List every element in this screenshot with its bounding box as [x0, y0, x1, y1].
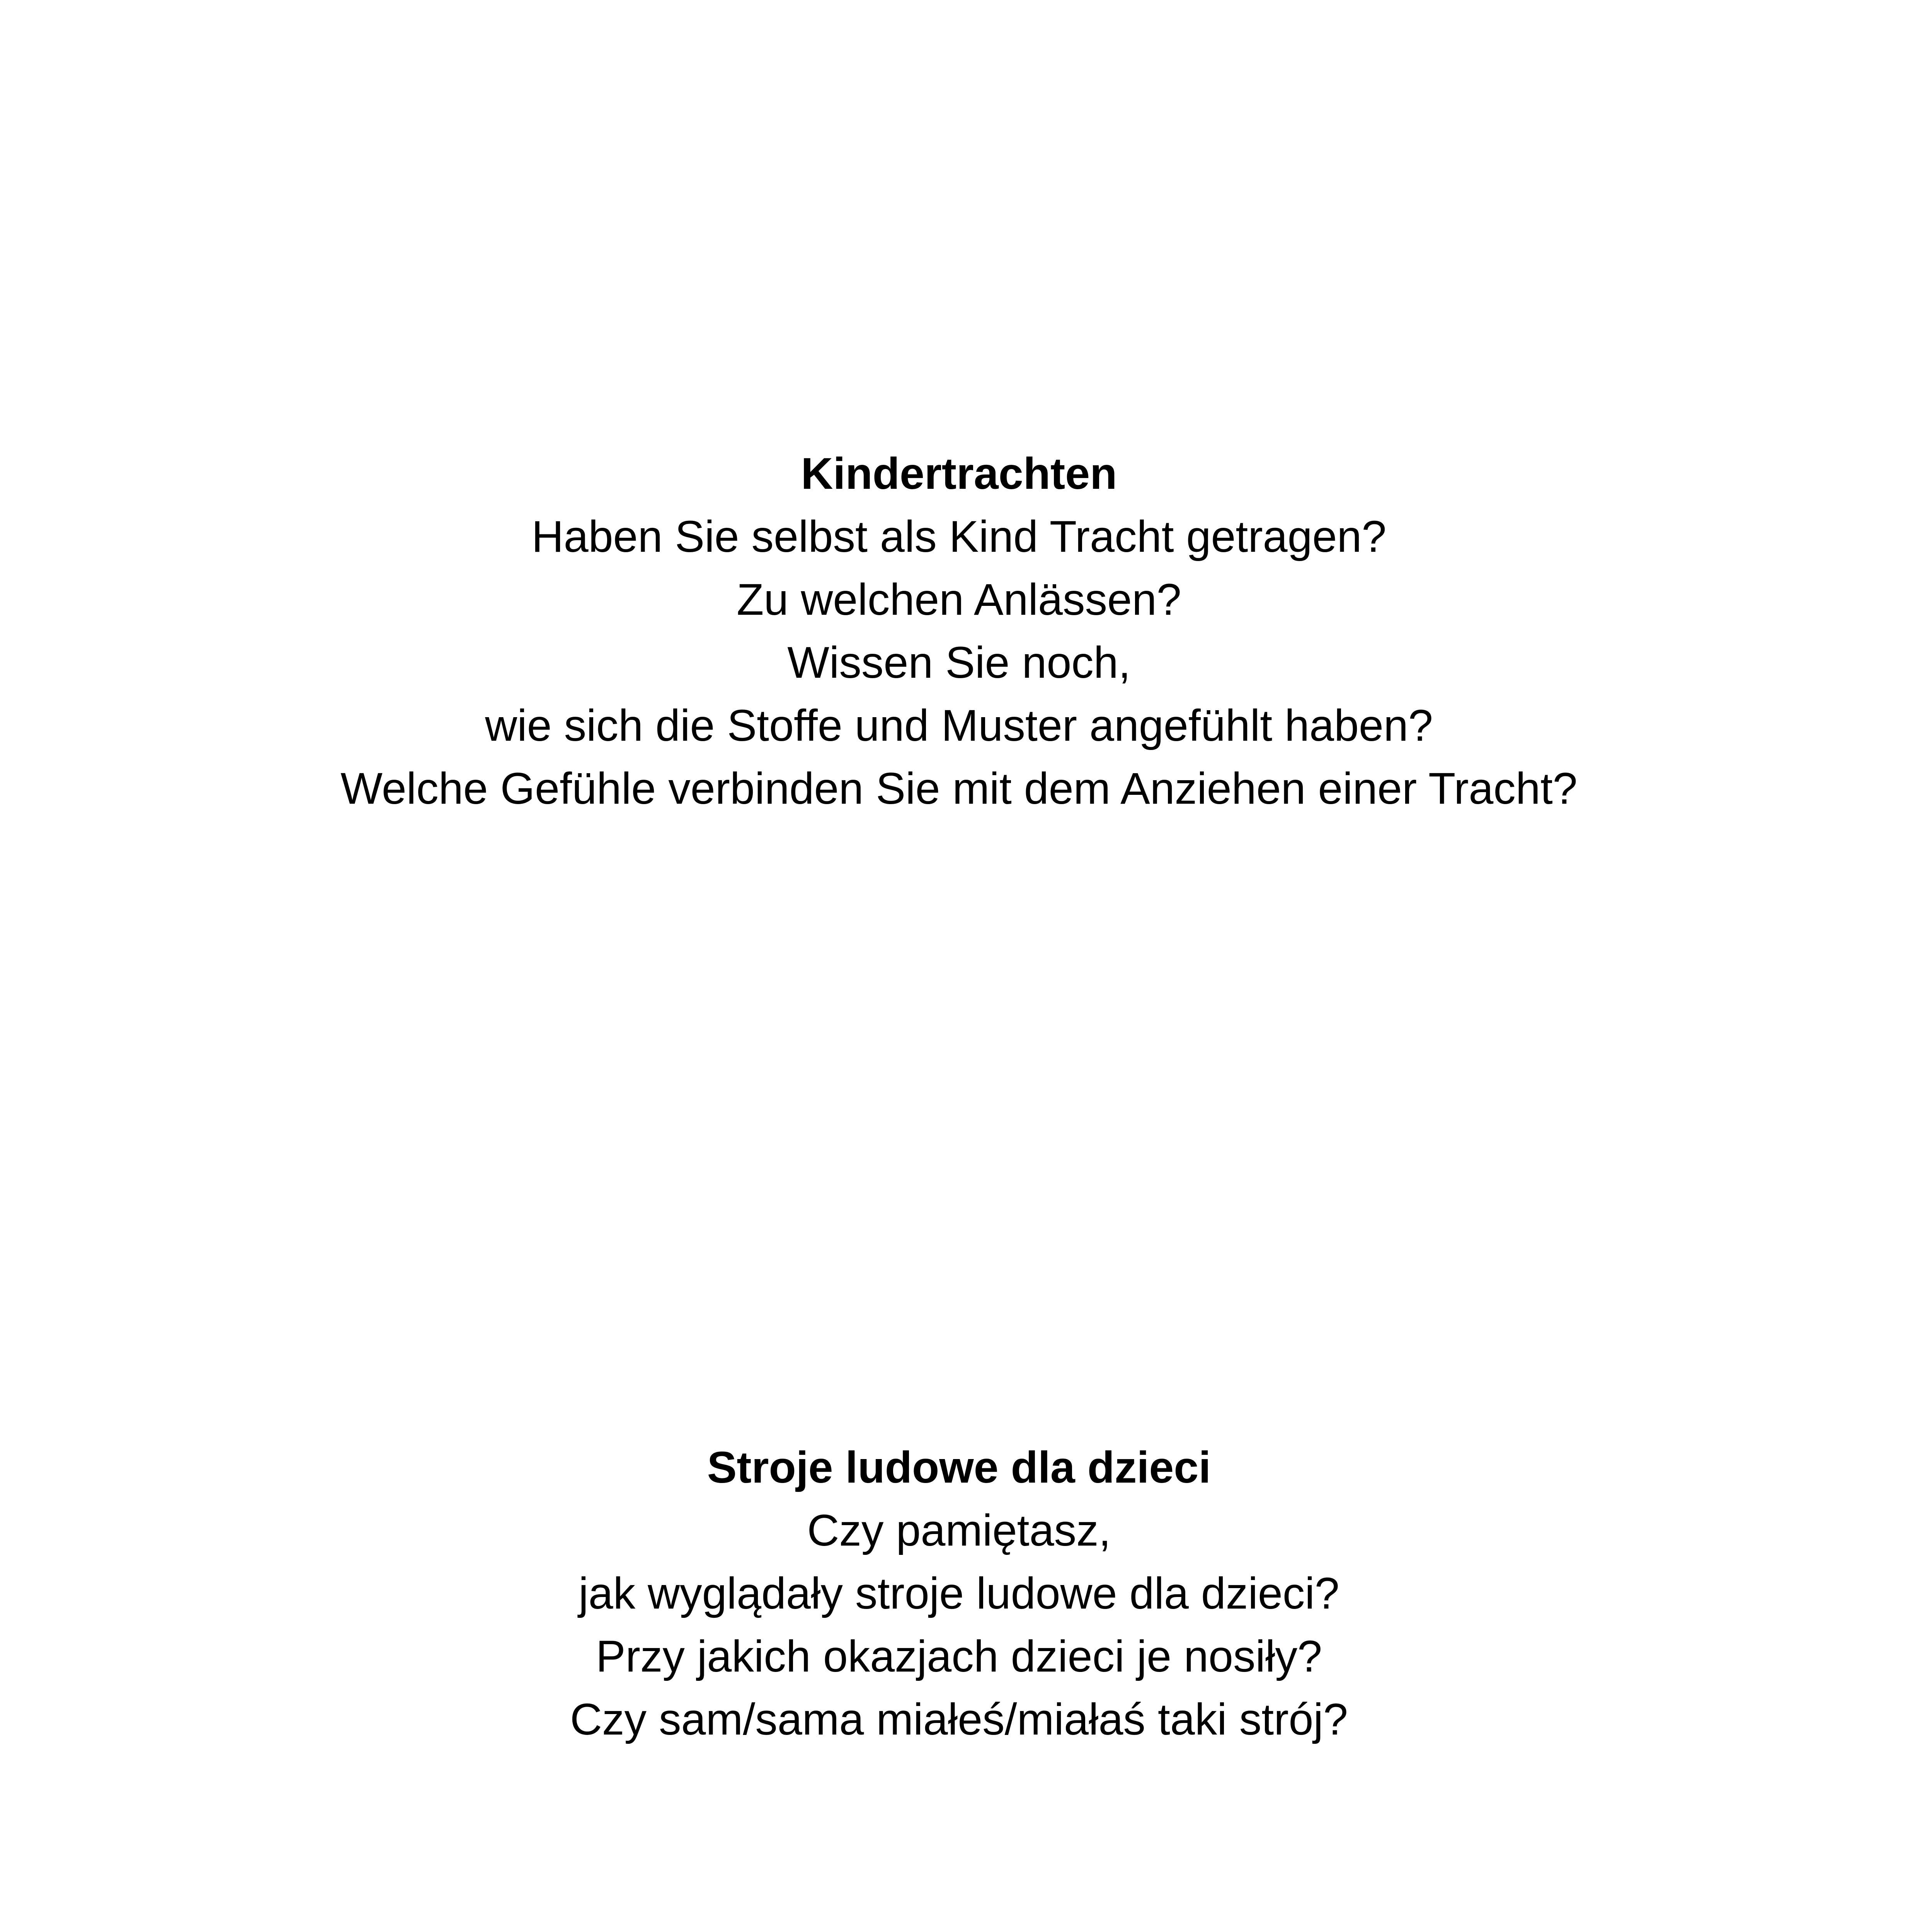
question-line: Welche Gefühle verbinden Sie mit dem Anziehen einer Tracht? — [340, 764, 1578, 813]
polish-section — [0, 1436, 1918, 1751]
question-line: wie sich die Stoffe und Muster angefühlt haben? — [485, 701, 1433, 750]
question-line: Przy jakich okazjach dzieci je nosiły? — [596, 1632, 1322, 1681]
section-title: Kindertrachten — [801, 449, 1117, 498]
question-line: jak wyglądały stroje ludowe dla dzieci? — [579, 1569, 1339, 1618]
question-line: Wissen Sie noch, — [787, 638, 1131, 687]
section-title: Stroje ludowe dla dzieci — [707, 1443, 1211, 1492]
german-section — [0, 442, 1918, 820]
question-line: Haben Sie selbst als Kind Tracht getragen? — [531, 512, 1387, 561]
question-line: Czy pamiętasz, — [807, 1506, 1111, 1555]
question-line: Zu welchen Anlässen? — [737, 575, 1181, 624]
question-line: Czy sam/sama miałeś/miałaś taki strój? — [570, 1695, 1348, 1744]
